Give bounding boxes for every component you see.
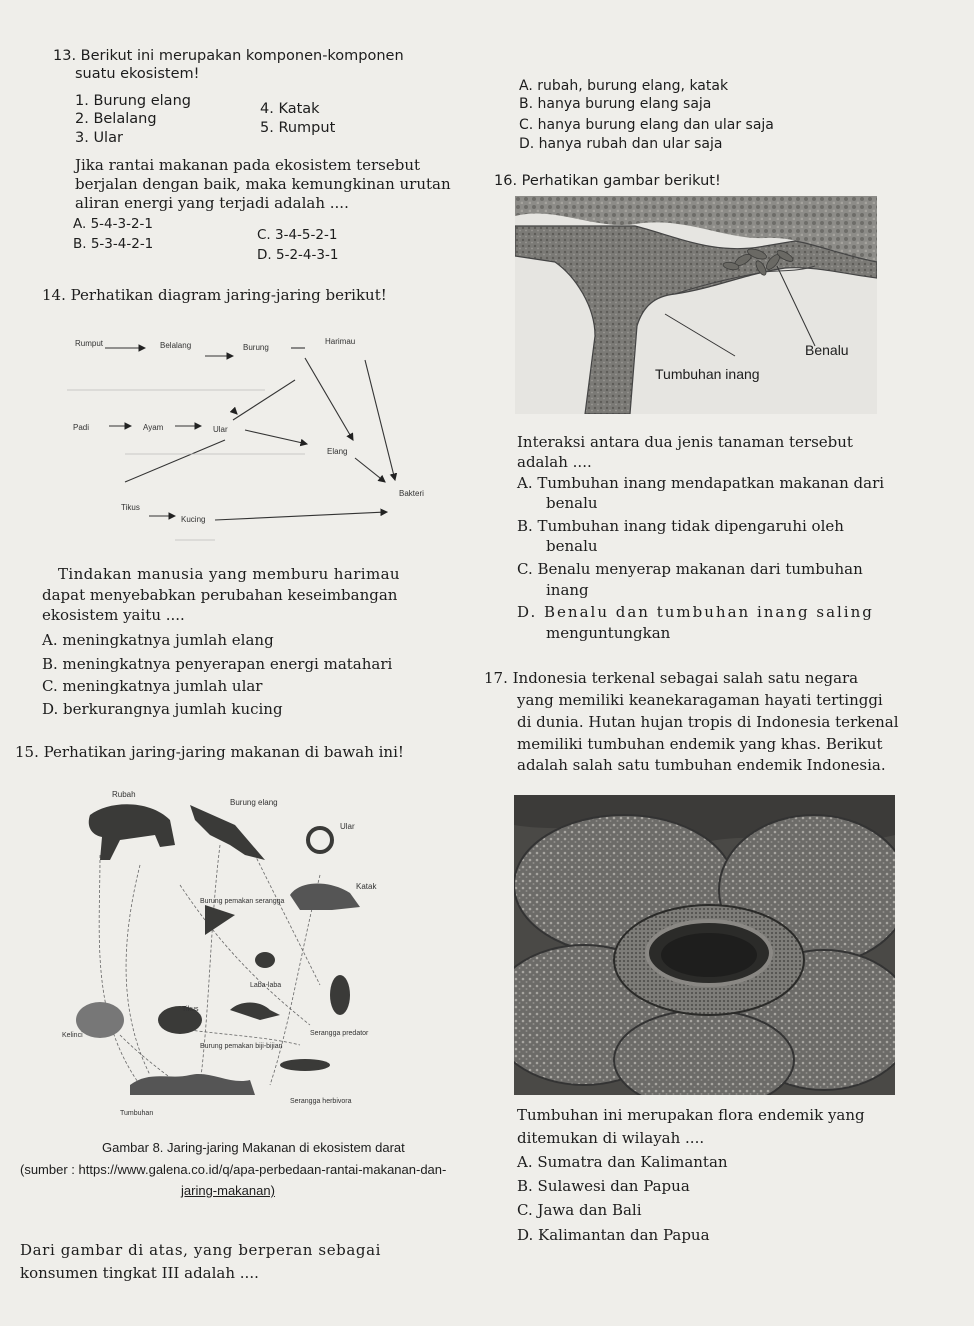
q16-option-c-cont: inang: [546, 581, 589, 599]
burung-elang-shape: [190, 805, 265, 860]
q17-line-1: 17. Indonesia terkenal sebagai salah satu negara: [484, 669, 859, 687]
label-laba-laba: Laba-laba: [250, 982, 282, 989]
q15-source-line1-text[interactable]: (sumber : https://www.galena.co.id/q/apa-perbedaan-rantai-makanan-dan-: [20, 1162, 447, 1177]
q14-option-a[interactable]: A. meningkatnya jumlah elang: [42, 631, 274, 649]
label-tumbuhan: Tumbuhan: [120, 1110, 154, 1117]
label-tikus: Tikus: [182, 1006, 199, 1013]
line-burung-ular: [233, 380, 295, 420]
node-kucing: Kucing: [181, 515, 206, 524]
label-rubah: Rubah: [112, 790, 136, 799]
q16-option-d[interactable]: D. Benalu dan tumbuhan inang saling: [517, 603, 874, 621]
q16-option-d-cont: menguntungkan: [546, 624, 671, 642]
serangga-predator-shape: [330, 975, 350, 1015]
q16-option-a-cont: benalu: [546, 494, 598, 512]
node-belalang: Belalang: [160, 341, 192, 350]
q13-component-5: 5. Rumput: [260, 120, 336, 136]
q13-stem-line2: suatu ekosistem!: [75, 66, 200, 82]
q16-label-benalu: Benalu: [805, 342, 849, 358]
q13-component-2: 2. Belalang: [75, 111, 157, 127]
label-katak: Katak: [356, 882, 377, 891]
q17-line-3: di dunia. Hutan hujan tropis di Indonesia terkenal: [517, 713, 899, 731]
q17-after-2: ditemukan di wilayah ....: [517, 1129, 705, 1147]
q16-stem-2: adalah ....: [517, 453, 592, 471]
q17-after-1: Tumbuhan ini merupakan flora endemik yang: [517, 1106, 865, 1124]
q16-option-b[interactable]: B. Tumbuhan inang tidak dipengaruhi oleh: [517, 517, 844, 535]
q14-option-d[interactable]: D. berkurangnya jumlah kucing: [42, 700, 283, 718]
arrow-ular-elang: [245, 430, 307, 444]
q16-parasite-image: [515, 196, 877, 414]
arrow-harimau-bakteri: [365, 360, 395, 480]
q14-stem-1: Tindakan manusia yang memburu harimau: [58, 565, 400, 583]
q17-line-2: yang memiliki keanekaragaman hayati tertinggi: [517, 691, 883, 709]
label-burung-pemakan-serangga: Burung pemakan serangga: [200, 898, 285, 905]
node-bakteri: Bakteri: [399, 489, 424, 498]
label-serangga-herbivora: Serangga herbivora: [290, 1098, 352, 1105]
label-serangga-predator: Serangga predator: [310, 1030, 369, 1037]
label-ular: Ular: [340, 822, 355, 831]
node-tikus: Tikus: [121, 503, 140, 512]
q12-option-a[interactable]: A. rubah, burung elang, katak: [519, 78, 729, 94]
q13-component-3: 3. Ular: [75, 130, 123, 146]
q16-option-b-cont: benalu: [546, 537, 598, 555]
rafflesia-flower-image: [514, 795, 895, 1095]
arrow-kucing-bakteri: [215, 512, 387, 520]
arrow-elang-bakteri: [355, 458, 385, 482]
node-rumput: Rumput: [75, 339, 104, 348]
q14-option-c[interactable]: C. meningkatnya jumlah ular: [42, 677, 263, 695]
q16-label-inang: Tumbuhan inang: [655, 366, 760, 382]
q13-option-c[interactable]: C. 3-4-5-2-1: [257, 227, 338, 243]
q17-option-b[interactable]: B. Sulawesi dan Papua: [517, 1177, 690, 1195]
q13-option-b[interactable]: B. 5-3-4-2-1: [73, 236, 154, 252]
q17-line-4: memiliki tumbuhan endemik yang khas. Berikut: [517, 735, 883, 753]
q15-title: 15. Perhatikan jaring-jaring makanan di bawah ini!: [15, 743, 404, 761]
q12-option-b[interactable]: B. hanya burung elang saja: [519, 96, 712, 112]
node-padi: Padi: [73, 423, 90, 432]
q13-para-1: Jika rantai makanan pada ekosistem tersebut: [75, 156, 421, 174]
node-harimau: Harimau: [325, 337, 356, 346]
q13-number: 13.: [53, 48, 77, 64]
q16-option-a[interactable]: A. Tumbuhan inang mendapatkan makanan dari: [517, 474, 885, 492]
q15-stem-1: Dari gambar di atas, yang berperan sebagai: [20, 1241, 382, 1259]
q15-source-line1: [20, 1162, 446, 1177]
node-ular: Ular: [213, 425, 228, 434]
q13-para-3: aliran energi yang terjadi adalah ....: [75, 194, 349, 212]
q17-option-c[interactable]: C. Jawa dan Bali: [517, 1201, 642, 1219]
label-burung-elang: Burung elang: [230, 798, 278, 807]
q13-component-4: 4. Katak: [260, 101, 320, 117]
q12-option-c[interactable]: C. hanya burung elang dan ular saja: [519, 117, 774, 133]
kelinci-shape: [76, 1002, 124, 1038]
serangga-herbivora-shape: [280, 1059, 330, 1071]
arrow-burung-elang: [305, 358, 353, 440]
q13-stem-line1: [53, 46, 404, 66]
q17-line-5: adalah salah satu tumbuhan endemik Indonesia.: [517, 756, 886, 774]
q13-para-2: berjalan dengan baik, maka kemungkinan urutan: [75, 175, 451, 193]
node-burung: Burung: [243, 343, 269, 352]
q17-option-a[interactable]: A. Sumatra dan Kalimantan: [517, 1153, 728, 1171]
q13-stem-text: Berikut ini merupakan komponen-komponen: [80, 48, 404, 64]
q15-stem-2: konsumen tingkat III adalah ....: [20, 1264, 259, 1282]
q16-title: 16. Perhatikan gambar berikut!: [494, 173, 721, 189]
laba-laba-shape: [255, 952, 275, 968]
rubah-shape: [89, 804, 175, 860]
burung-biji-shape: [230, 1003, 280, 1021]
q12-option-d[interactable]: D. hanya rubah dan ular saja: [519, 136, 723, 152]
q16-option-c[interactable]: C. Benalu menyerap makanan dari tumbuhan: [517, 560, 863, 578]
q14-stem-2: dapat menyebabkan perubahan keseimbangan: [42, 586, 398, 604]
q14-stem-3: ekosistem yaitu ....: [42, 606, 185, 624]
q15-caption: Gambar 8. Jaring-jaring Makanan di ekosistem darat: [102, 1140, 405, 1155]
q15-source-line2[interactable]: jaring-makanan): [181, 1183, 275, 1198]
node-ayam: Ayam: [143, 423, 164, 432]
q13-option-d[interactable]: D. 5-2-4-3-1: [257, 247, 339, 263]
label-burung-biji: Burung pemakan biji-bijian: [200, 1043, 283, 1050]
tumbuhan-shape: [130, 1074, 255, 1095]
q17-rafflesia-photo: [514, 795, 895, 1095]
burung-serangga-shape: [205, 905, 235, 935]
q13-option-a[interactable]: A. 5-4-3-2-1: [73, 216, 154, 232]
katak-shape: [290, 883, 360, 910]
q14-food-web-diagram: [65, 330, 445, 550]
q15-food-web-illustration: [60, 785, 400, 1130]
line-ular-tikus: [125, 440, 225, 482]
q16-stem-1: Interaksi antara dua jenis tanaman tersebut: [517, 433, 853, 451]
node-elang: Elang: [327, 447, 348, 456]
label-kelinci: Kelinci: [62, 1032, 83, 1039]
ular-shape: [308, 828, 332, 852]
q14-option-b[interactable]: B. meningkatnya penyerapan energi matahari: [42, 655, 393, 673]
q13-component-1: 1. Burung elang: [75, 93, 191, 109]
q17-option-d[interactable]: D. Kalimantan dan Papua: [517, 1226, 710, 1244]
q14-title: 14. Perhatikan diagram jaring-jaring berikut!: [42, 286, 387, 304]
